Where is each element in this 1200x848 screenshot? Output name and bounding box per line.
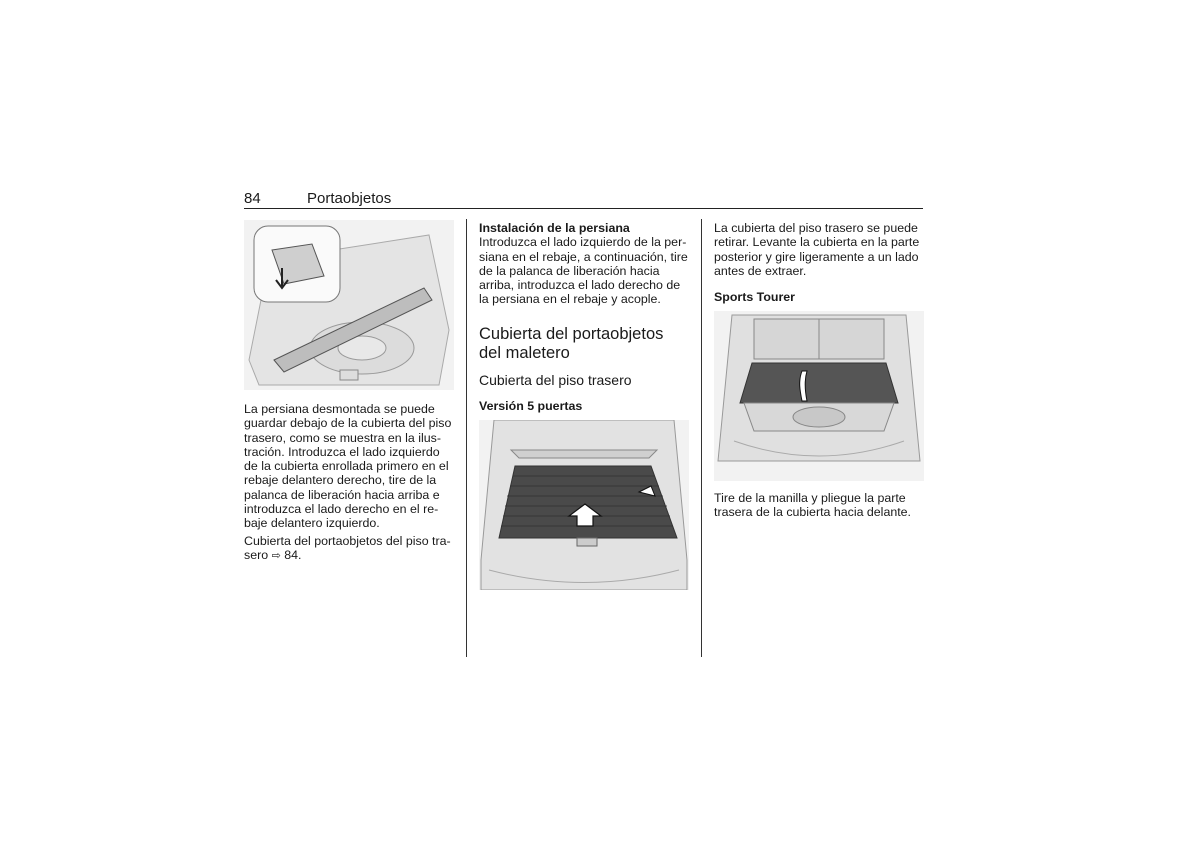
text-line: trasera de la cubierta hacia delante. (714, 505, 911, 520)
heading-line: del maletero (479, 344, 570, 362)
paragraph-spare-storage (244, 402, 464, 531)
text-line: La persiana desmontada se puede (244, 402, 435, 416)
arrow-reference-icon: ⇨ (271, 550, 281, 563)
column-divider (701, 219, 702, 657)
sports-tourer-floor-cover-illustration (714, 311, 924, 481)
heading-line: Cubierta del portaobjetos (479, 325, 664, 343)
text-line: Tire de la manilla y pliegue la parte (714, 491, 906, 505)
xref-line (244, 548, 464, 563)
cross-reference[interactable] (244, 534, 464, 564)
version-heading: Versión 5 puertas (479, 399, 583, 413)
text-line: arriba, introduzca el lado derecho de (479, 278, 681, 293)
removal-paragraph (714, 221, 930, 278)
text-line: tración. Introduzca el lado izquierdo (244, 444, 440, 459)
xref-line: Cubierta del portaobjetos del piso tra- (244, 534, 451, 548)
text-line: siana en el rebaje, a continuación, tire (479, 249, 688, 264)
text-line: trasero, como se muestra en la ilus- (244, 430, 441, 445)
section-heading (479, 325, 695, 363)
install-heading: Instalación de la persiana (479, 221, 630, 235)
subsection-heading: Cubierta del piso trasero (479, 372, 632, 388)
text-line: posterior y gire ligeramente a un lado (714, 249, 919, 264)
column-divider (466, 219, 467, 657)
page-header (244, 188, 923, 209)
text-line: Introduzca el lado izquierdo de la per- (479, 235, 687, 250)
xref-page[interactable]: 84. (284, 548, 302, 563)
text-line: retirar. Levante la cubierta en la parte (714, 235, 920, 250)
text-line: antes de extraer. (714, 263, 807, 278)
text-line: La cubierta del piso trasero se puede (714, 221, 918, 235)
text-line: la persiana en el rebaje y acople. (479, 292, 661, 307)
xref-text: sero (244, 548, 269, 563)
fold-instruction (714, 491, 930, 520)
text-line: de la palanca de liberación hacia (479, 263, 660, 278)
text-line: de la cubierta enrollada primero en el (244, 459, 449, 474)
spare-wheel-cover-illustration (244, 220, 454, 390)
text-line: rebaje delantero derecho, tire de la (244, 473, 437, 488)
text-line: introduzca el lado derecho en el re- (244, 502, 439, 517)
install-section (479, 221, 695, 307)
page-number: 84 (244, 190, 261, 207)
variant-heading: Sports Tourer (714, 290, 796, 304)
section-title: Portaobjetos (307, 190, 392, 207)
text-line: guardar debajo de la cubierta del piso (244, 416, 452, 431)
text-line: baje delantero izquierdo. (244, 516, 380, 531)
five-door-floor-cover-illustration (479, 420, 689, 590)
text-line: palanca de liberación hacia arriba e (244, 487, 440, 502)
